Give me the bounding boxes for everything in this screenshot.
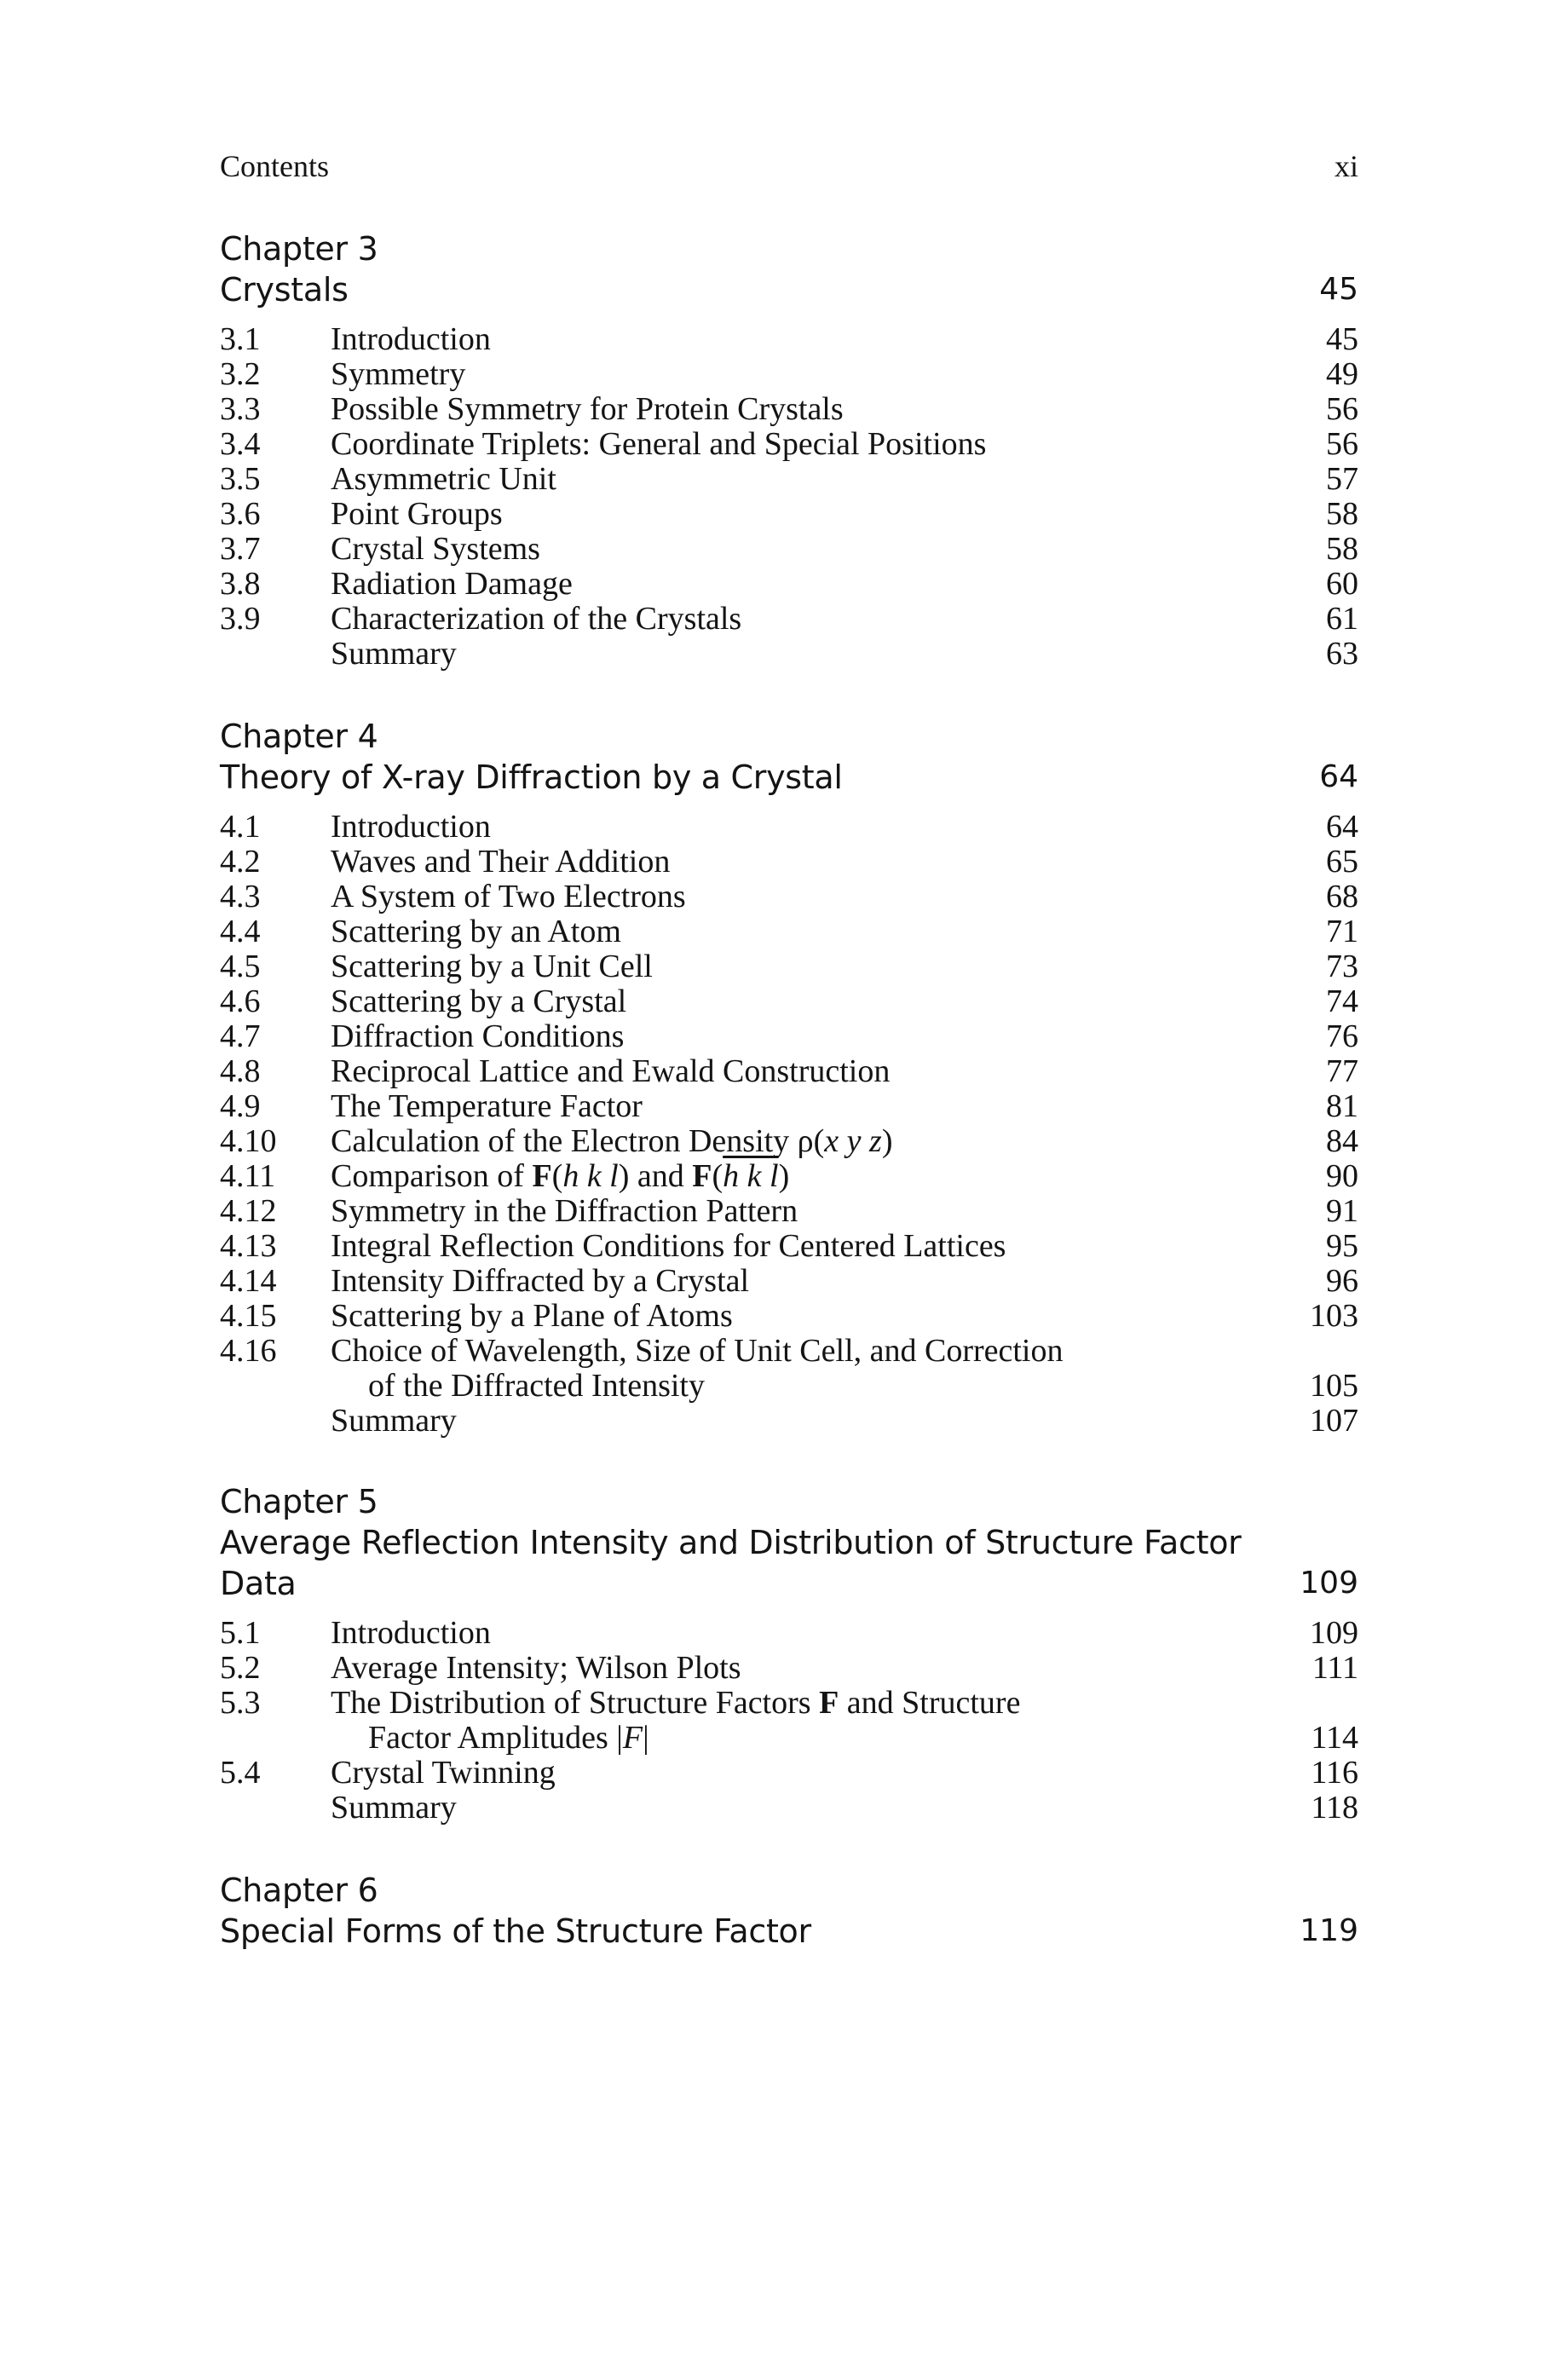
chapter-section <box>220 1481 1358 1826</box>
section-page-number: 77 <box>1326 1053 1358 1089</box>
section-number: 4.14 <box>220 1263 277 1299</box>
section-page-number: 73 <box>1326 949 1358 984</box>
section-title-line <box>331 1721 1256 1756</box>
section-page-number: 116 <box>1311 1755 1358 1791</box>
toc-entry <box>220 1264 1358 1299</box>
toc-entry <box>220 497 1358 532</box>
section-title <box>331 1159 1358 1194</box>
section-title: Summary <box>331 636 457 672</box>
chapter-page-number: 119 <box>1300 1913 1358 1948</box>
section-title: The Temperature Factor <box>331 1088 643 1124</box>
section-title-text: of the Diffracted Intensity <box>368 1368 705 1404</box>
section-title: A System of Two Electrons <box>331 879 686 914</box>
toc-entry <box>220 357 1358 392</box>
toc-entry <box>220 427 1358 462</box>
section-title: Average Intensity; Wilson Plots <box>331 1650 741 1686</box>
section-title-text: Factor Amplitudes | <box>368 1720 623 1756</box>
section-title: Scattering by a Unit Cell <box>331 949 653 984</box>
section-page-number: 114 <box>1311 1720 1358 1756</box>
section-page-number: 84 <box>1326 1123 1358 1159</box>
section-number: 4.9 <box>220 1088 261 1124</box>
section-title: Scattering by an Atom <box>331 914 621 949</box>
section-number: 3.6 <box>220 496 261 532</box>
section-title: Introduction <box>331 809 491 845</box>
toc-entry <box>220 1019 1358 1054</box>
section-page-number: 68 <box>1326 879 1358 914</box>
toc-entry <box>220 532 1358 567</box>
chapter-section <box>220 228 1358 672</box>
section-title: Introduction <box>331 321 491 357</box>
section-page-number: 45 <box>1326 321 1358 357</box>
section-page-number: 90 <box>1326 1158 1358 1194</box>
chapter-title: Theory of X-ray Diffraction by a Crystal <box>220 759 843 796</box>
section-title: Symmetry <box>331 356 466 392</box>
section-page-number: 57 <box>1326 461 1358 497</box>
section-number: 4.3 <box>220 879 261 914</box>
section-title: Coordinate Triplets: General and Special Positions <box>331 426 987 462</box>
section-title-text: ( <box>551 1158 563 1194</box>
section-title-text: ) <box>778 1158 790 1194</box>
section-page-number: 96 <box>1326 1263 1358 1299</box>
chapter-page-number: 64 <box>1319 759 1358 794</box>
page-number: xi <box>1334 149 1358 183</box>
section-number: 4.5 <box>220 949 261 984</box>
section-number: 4.10 <box>220 1123 277 1159</box>
section-title: Summary <box>331 1403 457 1439</box>
section-number: 4.11 <box>220 1158 276 1194</box>
chapter-label: Chapter 3 <box>220 230 378 268</box>
section-title: Characterization of the Crystals <box>331 601 742 637</box>
section-page-number: 109 <box>1310 1615 1358 1651</box>
section-page-number: 58 <box>1326 531 1358 567</box>
section-number: 4.6 <box>220 983 261 1019</box>
section-number: 4.7 <box>220 1018 261 1054</box>
toc-entry <box>220 949 1358 984</box>
section-title <box>331 1124 1358 1159</box>
chapter-title-row <box>220 757 1358 798</box>
toc-entry <box>220 845 1358 880</box>
section-title: Crystal Twinning <box>331 1755 556 1791</box>
section-title: Symmetry in the Diffraction Pattern <box>331 1193 798 1229</box>
chapter-label: Chapter 6 <box>220 1872 378 1909</box>
chapter-section <box>220 716 1358 1439</box>
section-number: 3.7 <box>220 531 261 567</box>
section-title: Scattering by a Plane of Atoms <box>331 1298 733 1334</box>
section-number: 5.2 <box>220 1650 261 1686</box>
section-title-text: | <box>643 1720 649 1756</box>
section-page-number: 103 <box>1310 1298 1358 1334</box>
section-number: 3.8 <box>220 566 261 602</box>
section-number: 4.2 <box>220 844 261 880</box>
section-title-text: The Distribution of Structure Factors <box>331 1685 820 1721</box>
running-head <box>220 145 1358 196</box>
section-title-line <box>331 1685 1020 1721</box>
toc-entry <box>220 1791 1358 1826</box>
section-page-number: 58 <box>1326 496 1358 532</box>
section-page-number: 64 <box>1326 809 1358 845</box>
section-page-number: 118 <box>1311 1790 1358 1826</box>
section-list <box>220 322 1358 672</box>
section-number: 5.4 <box>220 1755 261 1791</box>
toc-entry <box>220 322 1358 357</box>
section-title: Integral Reflection Conditions for Centered Lattices <box>331 1228 1006 1264</box>
section-number: 3.9 <box>220 601 261 637</box>
section-title: Crystal Systems <box>331 531 540 567</box>
chapter-section <box>220 1870 1358 1952</box>
section-page-number: 61 <box>1326 601 1358 637</box>
toc-page <box>220 145 1358 1952</box>
toc-entry <box>220 1334 1358 1404</box>
toc-entry <box>220 1124 1358 1159</box>
chapter-page-number: 45 <box>1319 272 1358 307</box>
toc-entry <box>220 810 1358 845</box>
section-title-text: F <box>692 1158 712 1194</box>
chapter-title: Average Reflection Intensity and Distribution of Structure Factor Data <box>220 1524 1242 1602</box>
section-page-number: 63 <box>1326 636 1358 672</box>
section-number: 3.5 <box>220 461 261 497</box>
toc-entry <box>220 1089 1358 1124</box>
section-number: 5.1 <box>220 1615 261 1651</box>
section-page-number: 95 <box>1326 1228 1358 1264</box>
chapter-label: Chapter 4 <box>220 718 378 755</box>
section-page-number: 56 <box>1326 426 1358 462</box>
toc-entry <box>220 1404 1358 1439</box>
toc-entry <box>220 637 1358 672</box>
toc-entry <box>220 1651 1358 1686</box>
section-title: Radiation Damage <box>331 566 573 602</box>
toc-entry <box>220 1229 1358 1264</box>
toc-entry <box>220 392 1358 427</box>
section-number: 3.4 <box>220 426 261 462</box>
section-page-number: 60 <box>1326 566 1358 602</box>
section-title: Introduction <box>331 1615 491 1651</box>
section-page-number: 76 <box>1326 1018 1358 1054</box>
section-number: 4.15 <box>220 1298 277 1334</box>
section-title: Reciprocal Lattice and Ewald Construction <box>331 1053 891 1089</box>
running-head-title: Contents <box>220 149 330 183</box>
section-number: 3.2 <box>220 356 261 392</box>
section-page-number: 105 <box>1310 1368 1358 1404</box>
toc-entry <box>220 1686 1358 1756</box>
section-title: Diffraction Conditions <box>331 1018 625 1054</box>
section-title-text: F <box>532 1158 552 1194</box>
section-number: 3.1 <box>220 321 261 357</box>
section-number: 4.8 <box>220 1053 261 1089</box>
section-page-number: 65 <box>1326 844 1358 880</box>
section-title-text: h k l <box>562 1158 619 1194</box>
toc-entry <box>220 1616 1358 1651</box>
section-number: 4.13 <box>220 1228 277 1264</box>
toc-entry <box>220 1054 1358 1089</box>
chapter-title: Special Forms of the Structure Factor <box>220 1912 811 1950</box>
toc-entry <box>220 567 1358 602</box>
section-title-text: Comparison of <box>331 1158 533 1194</box>
section-page-number: 49 <box>1326 356 1358 392</box>
section-title-text: ) and <box>618 1158 693 1194</box>
section-title: Intensity Diffracted by a Crystal <box>331 1263 750 1299</box>
chapter-title-row <box>220 1911 1358 1952</box>
toc-entry <box>220 984 1358 1019</box>
section-title <box>331 1686 1358 1756</box>
toc-entry <box>220 1194 1358 1229</box>
section-number: 4.4 <box>220 914 261 949</box>
section-title-text: ( <box>712 1158 723 1194</box>
section-page-number: 71 <box>1326 914 1358 949</box>
section-number: 4.1 <box>220 809 261 845</box>
section-title: Waves and Their Addition <box>331 844 671 880</box>
section-number: 5.3 <box>220 1685 261 1721</box>
section-page-number: 107 <box>1310 1403 1358 1439</box>
section-page-number: 56 <box>1326 391 1358 427</box>
toc-entry <box>220 1159 1358 1194</box>
section-list <box>220 1616 1358 1826</box>
toc-entry <box>220 602 1358 637</box>
section-page-number: 111 <box>1311 1650 1358 1686</box>
section-title <box>331 1334 1358 1404</box>
section-title: Point Groups <box>331 496 503 532</box>
section-title-text: x y z <box>824 1123 882 1159</box>
section-title: Possible Symmetry for Protein Crystals <box>331 391 844 427</box>
section-title: Summary <box>331 1790 457 1826</box>
chapter-title-row <box>220 269 1358 310</box>
chapter-title: Crystals <box>220 271 349 309</box>
section-title-text: F <box>819 1685 839 1721</box>
section-title-text: and Structure <box>839 1685 1021 1721</box>
section-page-number: 74 <box>1326 983 1358 1019</box>
section-page-number: 91 <box>1326 1193 1358 1229</box>
section-title-text: Calculation of the Electron Density ρ( <box>331 1123 825 1159</box>
section-title-text: h k l <box>723 1158 779 1194</box>
section-list <box>220 810 1358 1439</box>
section-number: 3.3 <box>220 391 261 427</box>
section-title: Asymmetric Unit <box>331 461 556 497</box>
section-number: 4.12 <box>220 1193 277 1229</box>
toc-entry <box>220 1756 1358 1791</box>
toc-entry <box>220 462 1358 497</box>
table-of-contents <box>220 228 1358 1952</box>
section-title-text: F <box>622 1720 643 1756</box>
chapter-label: Chapter 5 <box>220 1483 378 1520</box>
section-title-text: ) <box>881 1123 893 1159</box>
section-title: Scattering by a Crystal <box>331 983 627 1019</box>
chapter-title-row <box>220 1522 1358 1604</box>
chapter-page-number: 109 <box>1300 1566 1358 1601</box>
section-page-number: 81 <box>1326 1088 1358 1124</box>
section-number: 4.16 <box>220 1333 277 1369</box>
toc-entry <box>220 914 1358 949</box>
toc-entry <box>220 1299 1358 1334</box>
toc-entry <box>220 880 1358 914</box>
section-title-text: Choice of Wavelength, Size of Unit Cell, and Correction <box>331 1333 1064 1369</box>
